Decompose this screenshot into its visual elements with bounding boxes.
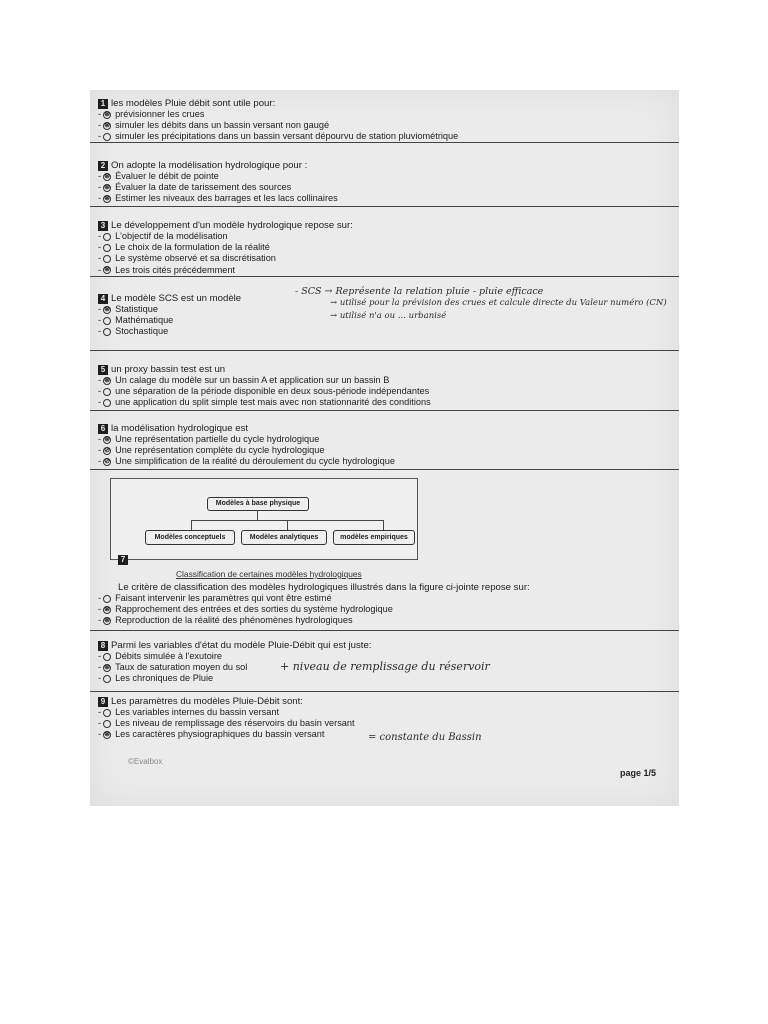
option-label: Le choix de la formulation de la réalité xyxy=(115,242,270,253)
option-label: Les chroniques de Pluie xyxy=(115,673,214,684)
option-label: Estimer les niveaux des barrages et les lacs collinaires xyxy=(115,193,338,204)
option[interactable]: - ⊗ Reproduction de la réalité des phénomènes hydrologiques xyxy=(98,615,353,626)
option[interactable]: - Mathématique xyxy=(98,315,174,326)
handwritten-note: - SCS → Représente la relation pluie - pluie efficace xyxy=(295,286,544,297)
divider xyxy=(90,276,679,277)
option[interactable]: - ⊘ Une représentation complète du cycle hydrologique xyxy=(98,445,325,456)
question-title: Le critère de classification des modèles hydrologiques illustrés dans la figure ci-jointe repose sur: xyxy=(118,582,530,593)
option[interactable]: - Stochastique xyxy=(98,326,169,337)
option-label: Taux de saturation moyen du sol xyxy=(115,662,248,673)
handwritten-note: + niveau de remplissage du réservoir xyxy=(280,660,490,673)
option-label: Les variables internes du bassin versant xyxy=(115,707,279,717)
option[interactable]: - simuler les précipitations dans un bassin versant dépourvu de station pluviométrique xyxy=(98,131,459,142)
option-label: Rapprochement des entrées et des sorties du système hydrologique xyxy=(115,604,393,615)
option[interactable]: - Faisant intervenir les paramètres qui vont être estimé xyxy=(98,593,332,603)
option[interactable]: - ⊗ Évaluer la date de tarissement des sources xyxy=(98,182,292,193)
question-title: Le développement d'un modèle hydrologique repose sur: xyxy=(111,220,353,231)
radio-empty[interactable] xyxy=(103,255,111,263)
handwritten-note: → utilisé n'a ou ... urbanisé xyxy=(330,311,447,321)
option[interactable]: - ⊗ Statistique xyxy=(98,304,158,314)
option[interactable]: - ⊗ Les trois cités précédemment xyxy=(98,264,236,275)
radio-checked[interactable]: ⊗ xyxy=(104,435,110,443)
option-label: Évaluer le débit de pointe xyxy=(115,171,219,181)
option[interactable]: - Les chroniques de Pluie xyxy=(98,673,214,684)
option[interactable]: - ⊗ Une représentation partielle du cycle hydrologique xyxy=(98,434,320,444)
radio-empty[interactable] xyxy=(103,399,111,407)
divider xyxy=(90,410,679,411)
option[interactable]: - Les niveau de remplissage des réservoirs du basin versant xyxy=(98,718,355,729)
divider xyxy=(90,350,679,351)
option[interactable]: - ⊗ simuler les débits dans un bassin versant non gaugé xyxy=(98,120,330,131)
radio-checked[interactable]: ⊗ xyxy=(104,376,110,384)
question-title: Le modèle SCS est un modèle xyxy=(111,293,242,304)
option[interactable]: - ⊗ prévisionner les crues xyxy=(98,109,205,119)
radio-empty[interactable] xyxy=(103,653,111,661)
option-label: Le système observé et sa discrétisation xyxy=(115,253,276,264)
exam-page xyxy=(90,90,679,806)
option-label: Un calage du modèle sur un bassin A et application sur un bassin B xyxy=(115,375,390,385)
option-label: Débits simulée à l'exutoire xyxy=(115,651,223,661)
question-number: 7 xyxy=(118,555,128,565)
option-label: Les niveau de remplissage des réservoirs du basin versant xyxy=(115,718,355,729)
diagram-caption: Classification de certaines modèles hydrologiques xyxy=(176,569,362,579)
option[interactable]: - une application du split simple test mais avec non stationnarité des conditions xyxy=(98,397,431,408)
option[interactable]: - L'objectif de la modélisation xyxy=(98,231,228,241)
radio-checked[interactable]: ⊗ xyxy=(104,731,110,738)
radio-checked[interactable]: ⊗ xyxy=(104,305,110,313)
question-2 xyxy=(98,160,670,205)
radio-empty[interactable] xyxy=(103,317,111,325)
option-label: une séparation de la période disponible en deux sous-période indépendantes xyxy=(115,386,430,397)
question-6 xyxy=(98,423,670,468)
radio-checked[interactable]: ⊗ xyxy=(104,605,110,613)
radio-checked[interactable]: ⊗ xyxy=(104,110,110,118)
option-label: Faisant intervenir les paramètres qui vont être estimé xyxy=(115,593,332,603)
question-number: 9 xyxy=(98,697,108,707)
radio-empty[interactable] xyxy=(103,133,111,141)
question-1 xyxy=(98,98,670,143)
option-label: Stochastique xyxy=(115,326,169,337)
option-label: Les caractères physiographiques du bassin versant xyxy=(115,729,325,740)
divider xyxy=(90,206,679,207)
option[interactable]: - ⊗ Les caractères physiographiques du bassin versant xyxy=(98,729,325,740)
option[interactable]: - ⊗ Évaluer le débit de pointe xyxy=(98,171,219,181)
divider xyxy=(90,142,679,143)
radio-checked[interactable]: ⊗ xyxy=(104,266,110,274)
option-label: Une simplification de la réalité du déroulement du cycle hydrologique xyxy=(115,456,395,467)
diagram-box-analytic: Modèles analytiques xyxy=(241,530,327,545)
option-label: prévisionner les crues xyxy=(115,109,205,119)
diagram-connector xyxy=(257,510,258,520)
handwritten-note: → utilisé pour la prévision des crues et calcule directe du Valeur numéro (CN) xyxy=(330,298,667,308)
radio-checked[interactable]: ⊗ xyxy=(104,183,110,191)
option-label: Reproduction de la réalité des phénomènes hydrologiques xyxy=(115,615,353,626)
radio-empty[interactable] xyxy=(103,328,111,336)
question-title: Parmi les variables d'état du modèle Pluie-Débit qui est juste: xyxy=(111,640,372,651)
option[interactable]: - ⊗ Un calage du modèle sur un bassin A et application sur un bassin B xyxy=(98,375,390,385)
question-3 xyxy=(98,220,670,276)
radio-empty[interactable] xyxy=(103,675,111,683)
radio-empty[interactable] xyxy=(103,595,111,603)
handwritten-note: = constante du Bassin xyxy=(368,732,482,743)
question-number: 5 xyxy=(98,365,108,375)
option[interactable]: - ⊗ Rapprochement des entrées et des sorties du système hydrologique xyxy=(98,604,393,615)
option-label: Évaluer la date de tarissement des sources xyxy=(115,182,292,193)
option-label: simuler les précipitations dans un bassin versant dépourvu de station pluviométrique xyxy=(115,131,459,142)
radio-checked[interactable]: ⊗ xyxy=(104,172,110,180)
option-label: une application du split simple test mais avec non stationnarité des conditions xyxy=(115,397,431,408)
option-label: L'objectif de la modélisation xyxy=(115,231,228,241)
question-title: les modèles Pluie débit sont utile pour: xyxy=(111,98,276,109)
radio-checked[interactable]: ⊗ xyxy=(104,663,110,671)
question-number: 1 xyxy=(98,99,108,109)
option[interactable]: - Le système observé et sa discrétisation xyxy=(98,253,276,264)
question-number: 4 xyxy=(98,294,108,304)
option-label: Une représentation complète du cycle hydrologique xyxy=(115,445,325,456)
question-number: 3 xyxy=(98,221,108,231)
radio-checked[interactable]: ⊗ xyxy=(104,121,110,129)
radio-empty[interactable] xyxy=(103,233,111,241)
radio-empty[interactable] xyxy=(103,388,111,396)
diagram-box-empirical: modèles empiriques xyxy=(333,530,415,545)
question-5 xyxy=(98,364,670,409)
option[interactable]: - une séparation de la période disponible en deux sous-période indépendantes xyxy=(98,386,430,397)
radio-checked[interactable]: ⊗ xyxy=(104,195,110,202)
radio-empty[interactable] xyxy=(103,720,111,728)
question-number: 6 xyxy=(98,424,108,434)
question-title: On adopte la modélisation hydrologique pour : xyxy=(111,160,308,171)
option-label: Mathématique xyxy=(115,315,174,326)
option[interactable]: - Débits simulée à l'exutoire xyxy=(98,651,223,661)
radio-checked[interactable]: ⊗ xyxy=(104,617,110,624)
classification-diagram xyxy=(110,478,418,560)
diagram-connector xyxy=(287,520,288,530)
question-number: 8 xyxy=(98,641,108,651)
option[interactable]: - ⊘ Une simplification de la réalité du déroulement du cycle hydrologique xyxy=(98,456,395,467)
question-title: un proxy bassin test est un xyxy=(111,364,226,375)
option-label: Une représentation partielle du cycle hydrologique xyxy=(115,434,320,444)
radio-slashed[interactable]: ⊘ xyxy=(104,458,110,465)
option[interactable]: - Les variables internes du bassin versant xyxy=(98,707,279,717)
diagram-connector xyxy=(191,520,192,530)
question-title: la modélisation hydrologique est xyxy=(111,423,249,434)
radio-empty[interactable] xyxy=(103,709,111,717)
diagram-box-conceptual: Modèles conceptuels xyxy=(145,530,235,545)
option-label: simuler les débits dans un bassin versant non gaugé xyxy=(115,120,330,131)
option[interactable]: - Le choix de la formulation de la réalité xyxy=(98,242,270,253)
diagram-box-physical: Modèles à base physique xyxy=(207,497,309,511)
divider xyxy=(90,691,679,692)
question-7 xyxy=(98,555,670,565)
option[interactable]: - ⊗ Taux de saturation moyen du sol xyxy=(98,662,248,673)
radio-empty[interactable] xyxy=(103,244,111,252)
question-7-body xyxy=(98,582,670,627)
option[interactable]: - ⊗ Estimer les niveaux des barrages et les lacs collinaires xyxy=(98,193,338,204)
radio-slashed[interactable]: ⊘ xyxy=(104,446,110,454)
question-title: Les paramètres du modèles Pluie-Débit sont: xyxy=(111,696,303,707)
question-number: 2 xyxy=(98,161,108,171)
divider xyxy=(90,469,679,470)
divider xyxy=(90,630,679,631)
footer-brand: ©Evalbox xyxy=(128,757,163,766)
diagram-connector xyxy=(383,520,384,530)
page-number: page 1/5 xyxy=(620,768,657,778)
option-label: Les trois cités précédemment xyxy=(115,264,236,275)
option-label: Statistique xyxy=(115,304,158,314)
